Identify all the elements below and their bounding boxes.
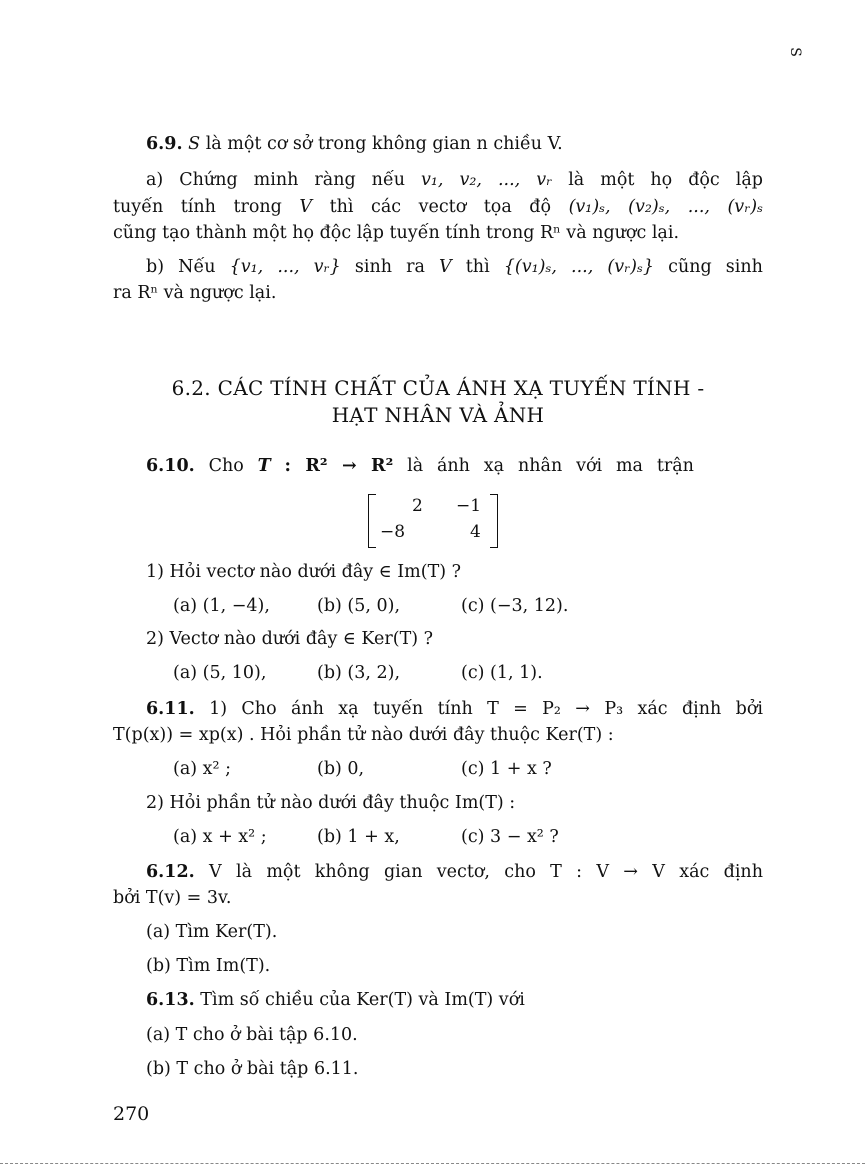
ex-6-11-line2: T(p(x)) = xp(x) . Hỏi phần tử nào dưới đây thuộc Ker(T) :: [113, 725, 614, 745]
ex-6-9-a-line2-start: tuyến tính trong: [113, 197, 282, 217]
ex-6-9-a-line1: [146, 169, 763, 191]
ex-6-11-label: 6.11.: [146, 699, 195, 719]
ex-6-9-label: 6.9.: [146, 134, 183, 154]
ex-6-9-S: S: [188, 134, 201, 154]
ex-6-9-b-prefix: b) Nếu: [146, 257, 216, 277]
ex-6-13-label: 6.13.: [146, 990, 195, 1010]
ex-6-12-label: 6.12.: [146, 862, 195, 882]
ex-6-11-q2-opt-a: (a) x + x² ;: [173, 827, 267, 847]
ex-6-9-V: V: [299, 197, 313, 217]
ex-6-11-line1: [146, 698, 763, 720]
ex-6-9-b-coords: {(v₁)ₛ, ..., (vᵣ)ₛ}: [503, 257, 655, 277]
ex-6-9-a-mid: là một họ độc lập: [568, 170, 763, 190]
ex-6-12-line1-text: V là một không gian vectơ, cho T : V → V xác định: [209, 862, 763, 882]
ex-6-13-a: (a) T cho ở bài tập 6.10.: [146, 1025, 358, 1045]
ex-6-13-line1-text: Tìm số chiều của Ker(T) và Im(T) với: [200, 990, 525, 1010]
ex-6-9-intro: [146, 133, 563, 155]
ex-6-10-line1: [146, 455, 694, 477]
ex-6-9-b-then: thì: [465, 257, 490, 277]
ex-6-10-q2-opt-a: (a) (5, 10),: [173, 663, 267, 683]
ex-6-9-b-end: cũng sinh: [668, 257, 763, 277]
ex-6-9-b-V: V: [439, 257, 452, 277]
ex-6-9-a-line3: cũng tạo thành một họ độc lập tuyến tính trong Rⁿ và ngược lại.: [113, 223, 680, 243]
bottom-edge-rule: [0, 1163, 865, 1164]
ex-6-9-b-line2: ra Rⁿ và ngược lại.: [113, 283, 277, 303]
ex-6-10-text: là ánh xạ nhân với ma trận: [407, 456, 694, 476]
ex-6-11-q2-opt-b: (b) 1 + x,: [317, 827, 400, 847]
ex-6-11-q2: 2) Hỏi phần tử nào dưới đây thuộc Im(T) :: [146, 793, 516, 813]
matrix-left-bracket: [368, 494, 376, 548]
ex-6-9-a-line2-mid: thì các vectơ tọa độ: [329, 197, 552, 217]
ex-6-10-q2-opt-c: (c) (1, 1).: [461, 663, 543, 683]
ex-6-11-line1-text: 1) Cho ánh xạ tuyến tính T = P₂ → P₃ xác định bởi: [209, 699, 763, 719]
matrix-cell: 2: [412, 496, 423, 516]
ex-6-10-q1-opt-a: (a) (1, −4),: [173, 596, 270, 616]
ex-6-10-map: : R² → R²: [284, 456, 394, 476]
ex-6-10-cho: Cho: [208, 456, 244, 476]
ex-6-11-q1-opt-c: (c) 1 + x ?: [461, 759, 552, 779]
ex-6-9-intro-text: là một cơ sở trong không gian n chiều V.: [205, 134, 563, 154]
ex-6-10-q1-opt-b: (b) (5, 0),: [317, 596, 401, 616]
matrix-cell: −1: [456, 496, 482, 516]
ex-6-13-line1: [146, 989, 525, 1011]
ex-6-9-b-line1: [146, 256, 763, 278]
ex-6-9-b-set: {v₁, ..., vᵣ}: [229, 257, 341, 277]
ex-6-9-a-list: v₁, v₂, ..., vᵣ: [421, 170, 553, 190]
section-heading-line2: HẠT NHÂN VÀ ẢNH: [331, 403, 545, 427]
ex-6-12-a: (a) Tìm Ker(T).: [146, 922, 278, 942]
ex-6-11-q1-opt-b: (b) 0,: [317, 759, 365, 779]
ex-6-10-q2-opt-b: (b) (3, 2),: [317, 663, 401, 683]
ex-6-12-line2: bởi T(v) = 3v.: [113, 888, 232, 908]
section-heading-line1: 6.2. CÁC TÍNH CHẤT CỦA ÁNH XẠ TUYẾN TÍNH -: [171, 376, 705, 400]
ex-6-10-q1: 1) Hỏi vectơ nào dưới đây ∈ Im(T) ?: [146, 562, 462, 582]
ex-6-12-line1: [146, 861, 763, 883]
ex-6-10-q1-opt-c: (c) (−3, 12).: [461, 596, 569, 616]
matrix-cell: −8: [380, 522, 406, 542]
ex-6-10-q2: 2) Vectơ nào dưới đây ∈ Ker(T) ?: [146, 629, 434, 649]
ex-6-10-label: 6.10.: [146, 456, 195, 476]
ex-6-13-b: (b) T cho ở bài tập 6.11.: [146, 1059, 359, 1079]
corner-mark: S: [786, 47, 803, 57]
page-number: 270: [113, 1103, 150, 1125]
matrix-right-bracket: [490, 494, 498, 548]
ex-6-12-b: (b) Tìm Im(T).: [146, 956, 271, 976]
ex-6-9-a-coords: (v₁)ₛ, (v₂)ₛ, ..., (vᵣ)ₛ: [568, 197, 763, 217]
ex-6-9-a-prefix: a) Chứng minh ràng nếu: [146, 170, 405, 190]
ex-6-9-b-mid: sinh ra: [354, 257, 425, 277]
ex-6-10-T: T: [257, 456, 271, 476]
ex-6-11-q1-opt-a: (a) x² ;: [173, 759, 231, 779]
ex-6-9-a-line2: [113, 196, 763, 218]
ex-6-11-q2-opt-c: (c) 3 − x² ?: [461, 827, 559, 847]
matrix-cell: 4: [470, 522, 481, 542]
matrix: [368, 494, 498, 548]
